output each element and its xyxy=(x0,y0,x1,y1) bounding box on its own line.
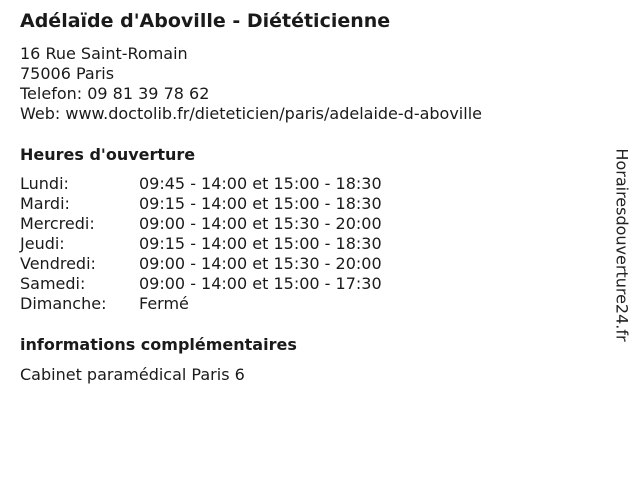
phone-number: Telefon: 09 81 39 78 62 xyxy=(20,84,210,103)
hours-row-sunday xyxy=(20,294,440,314)
time-range: 09:15 - 14:00 et 15:00 - 18:30 xyxy=(139,194,382,213)
time-range: 09:45 - 14:00 et 15:00 - 18:30 xyxy=(139,174,382,193)
page-title: Adélaïde d'Aboville - Diététicienne xyxy=(20,10,391,32)
hours-row-monday xyxy=(20,174,440,194)
hours-row-saturday xyxy=(20,274,440,294)
day-label: Mardi: xyxy=(20,194,70,213)
hours-heading: Heures d'ouverture xyxy=(20,145,196,164)
watermark: Horairesdouverture24.fr xyxy=(612,148,632,342)
hours-row-wednesday xyxy=(20,214,440,234)
time-range: 09:15 - 14:00 et 15:00 - 18:30 xyxy=(139,234,382,253)
opening-hours-list xyxy=(20,174,440,314)
hours-row-tuesday xyxy=(20,194,440,214)
time-range: 09:00 - 14:00 et 15:30 - 20:00 xyxy=(139,214,382,233)
info-text: Cabinet paramédical Paris 6 xyxy=(20,365,245,384)
hours-row-thursday xyxy=(20,234,440,254)
time-range: 09:00 - 14:00 et 15:30 - 20:00 xyxy=(139,254,382,273)
day-label: Lundi: xyxy=(20,174,69,193)
day-label: Dimanche: xyxy=(20,294,107,313)
info-heading: informations complémentaires xyxy=(20,335,297,354)
day-label: Jeudi: xyxy=(20,234,65,253)
day-label: Mercredi: xyxy=(20,214,95,233)
street-address: 16 Rue Saint-Romain xyxy=(20,44,188,63)
day-label: Vendredi: xyxy=(20,254,96,273)
city-address: 75006 Paris xyxy=(20,64,115,83)
day-label: Samedi: xyxy=(20,274,86,293)
hours-row-friday xyxy=(20,254,440,274)
website: Web: www.doctolib.fr/dieteticien/paris/adelaide-d-aboville xyxy=(20,104,482,123)
address-block xyxy=(20,44,482,124)
time-range: Fermé xyxy=(139,294,189,313)
time-range: 09:00 - 14:00 et 15:00 - 17:30 xyxy=(139,274,382,293)
